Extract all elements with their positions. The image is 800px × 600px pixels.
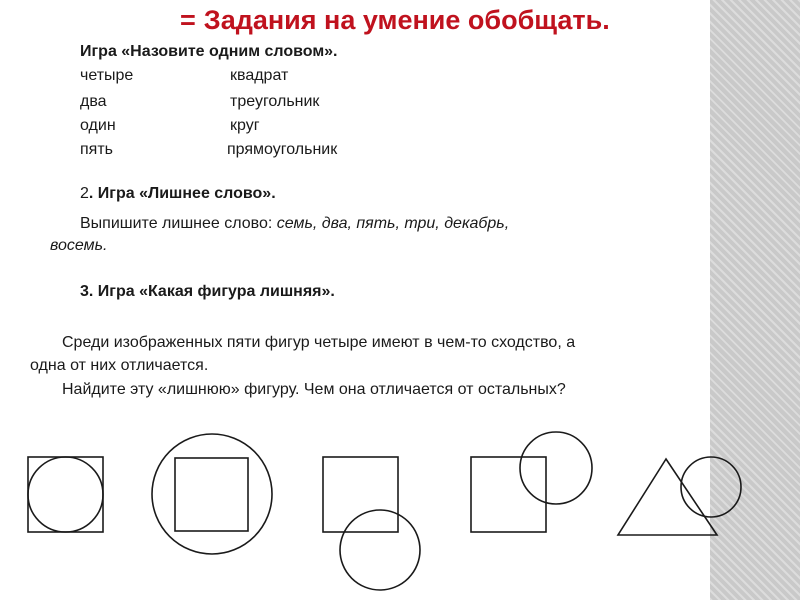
- game1-row-4-right: прямоугольник: [227, 141, 338, 158]
- slide-title: [180, 5, 610, 36]
- game2-number: 2: [80, 185, 89, 202]
- square-shape: [323, 457, 398, 532]
- figure-square-with-overlapping-circle-bottom: [323, 457, 420, 590]
- figure-circle-inscribed-in-square: [28, 457, 103, 532]
- figure-square-inscribed-in-circle: [152, 434, 272, 554]
- circle-shape: [520, 432, 592, 504]
- circle-shape: [340, 510, 420, 590]
- game3-heading: 3. Игра «Какая фигура лишняя».: [80, 283, 335, 300]
- figures-row: [0, 410, 800, 600]
- game2-words-line2: восемь.: [50, 237, 108, 254]
- game3-line2: одна от них отличается.: [30, 357, 209, 374]
- game2-prompt: Выпишите лишнее слово:: [80, 215, 277, 232]
- title-text: Задания на умение обобщать.: [203, 5, 610, 35]
- game1-row-3-left: один: [80, 117, 116, 134]
- game3-line3: Найдите эту «лишнюю» фигуру. Чем она отличается от остальных?: [62, 381, 566, 398]
- square-shape: [471, 457, 546, 532]
- game1-row-1-left: четыре: [80, 67, 134, 84]
- game1-row-3-right: круг: [230, 117, 260, 134]
- game2-words-line1: семь, два, пять, три, декабрь,: [276, 215, 510, 232]
- game1-row-4-left: пять: [80, 141, 113, 158]
- game2-heading: [80, 184, 276, 204]
- game2-heading-text: . Игра «Лишнее слово».: [88, 185, 276, 202]
- game1-row-2-right: треугольник: [230, 93, 320, 110]
- circle-shape: [152, 434, 272, 554]
- game1-row-2-left: два: [80, 93, 107, 110]
- game1-heading: Игра «Назовите одним словом».: [80, 43, 338, 60]
- triangle-shape: [618, 459, 717, 535]
- figures-svg: [0, 410, 800, 600]
- figure-triangle-with-overlapping-circle: [618, 457, 741, 535]
- square-shape: [175, 458, 248, 531]
- game3-line1: Среди изображенных пяти фигур четыре имеют в чем-то сходство, а: [62, 334, 576, 351]
- title-prefix: =: [180, 5, 196, 35]
- game1-row-1-right: квадрат: [230, 67, 289, 84]
- circle-shape: [28, 457, 103, 532]
- game2-prompt-line: [80, 214, 509, 234]
- circle-shape: [681, 457, 741, 517]
- figure-square-with-overlapping-circle-top-right: [471, 432, 592, 532]
